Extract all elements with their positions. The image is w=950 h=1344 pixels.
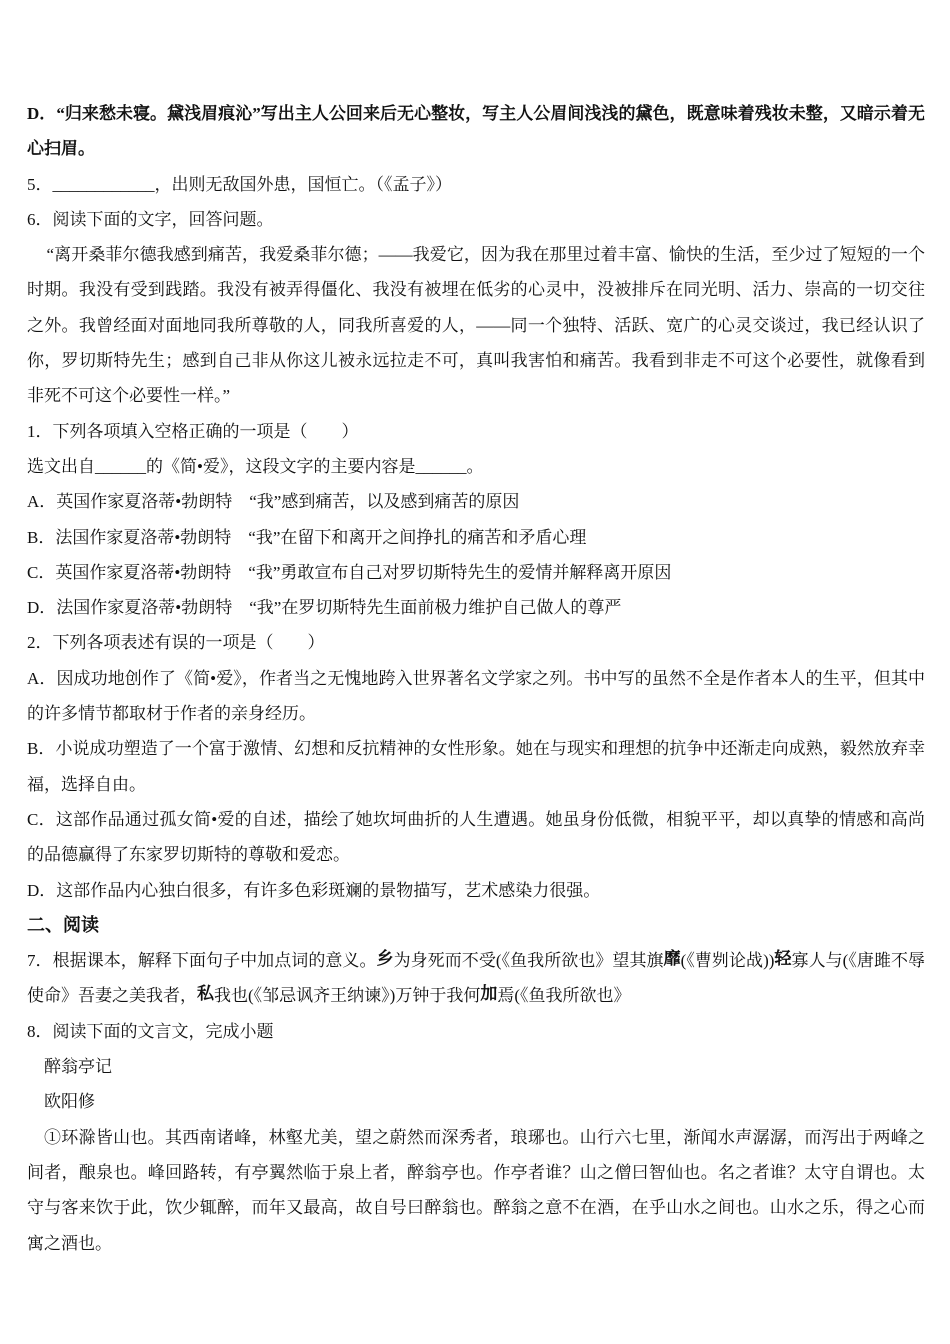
q7-text: 焉(《鱼我所欲也》 — [497, 986, 631, 1006]
stem-text: 下列各项填入空格正确的一项是（ ） — [52, 421, 359, 441]
prompt-text: 阅读下面的文言文，完成小题 — [52, 1021, 274, 1041]
option-text: 这部作品内心独白很多，有许多色彩斑斓的景物描写，艺术感染力很强。 — [56, 880, 601, 900]
question-6-prompt — [27, 202, 925, 237]
option-label: B． — [27, 739, 56, 759]
option-text: 英国作家夏洛蒂•勃朗特 “我”勇敢宣布自己对罗切斯特先生的爱情并解释离开原因 — [55, 562, 672, 582]
option-text: 因成功地创作了《简•爱》，作者当之无愧地跨入世界著名文学家之列。书中写的虽然不全是作者本人的生平，但其中的许多情节都取材于作者的亲身经历。 — [27, 668, 926, 724]
sub-question-1-fill-line: 选文出自______的《简•爱》，这段文字的主要内容是______。 — [27, 456, 484, 476]
blank-underline: ____________ — [52, 174, 155, 194]
option-label: D． — [27, 880, 57, 900]
option-label: D． — [27, 104, 57, 123]
option-c — [27, 555, 925, 590]
zuiwengtingji-paragraph-1: ①环滁皆山也。其西南诸峰，林壑尤美，望之蔚然而深秀者，琅琊也。山行六七里，渐闻水声潺潺，而泻出于两峰之间者，酿泉也。峰回路转，有亭翼然临于泉上者，醉翁亭也。作亭者谁？山之僧曰智仙也。名之者谁？太守自谓也。太守与客来饮于此，饮少辄醉，而年又最高，故自号曰醉翁也。醉翁之意不在酒，在乎山水之间也。山水之乐，得之心而寓之酒也。 — [27, 1127, 925, 1253]
q7-text: 寡人与(《唐雎不辱使命》吾妻之美我者， — [27, 951, 926, 1006]
option-label: C． — [27, 809, 56, 829]
stem-text: 下列各项表述有误的一项是（ ） — [52, 633, 325, 653]
option-text: 法国作家夏洛蒂•勃朗特 “我”在留下和离开之间挣扎的痛苦和矛盾心理 — [55, 527, 587, 547]
question-number: 2． — [27, 633, 53, 653]
option-label: C． — [27, 562, 56, 582]
question-5-fill-blank — [27, 167, 925, 202]
option-a — [27, 661, 925, 732]
question-7-annotated-words — [27, 943, 925, 1014]
option-d — [27, 873, 925, 908]
q7-text: (《曹刿论战)) — [680, 951, 775, 971]
option-label: B． — [27, 527, 56, 547]
option-label: D． — [27, 598, 57, 618]
passage-author: 欧阳修 — [44, 1092, 95, 1112]
question-text: ，出则无敌国外患，国恒亡。（《孟子》） — [154, 174, 452, 194]
question-number: 5． — [27, 174, 53, 194]
option-d-poem-analysis — [27, 96, 925, 167]
jane-eyre-passage: “离开桑菲尔德我感到痛苦，我爱桑菲尔德；——我爱它，因为我在那里过着丰富、愉快的生活，至少过了短短的一个时期。我没有受到践踏。我没有被弄得僵化、我没有被埋在低劣的心灵中，没被排斥在同光明、活力、崇高的一切交往之外。我曾经面对面地同我所尊敬的人，同我所喜爱的人，——同一个独特、活跃、宽广的心灵交谈过，我已经认识了你，罗切斯特先生；感到自己非从你这儿被永远拉走不可，真叫我害怕和痛苦。我看到非走不可这个必要性，就像看到非死不可这个必要性一样。” — [27, 245, 925, 406]
option-d — [27, 590, 925, 625]
option-label: A． — [27, 492, 57, 512]
option-b — [27, 520, 925, 555]
section-two-reading-heading: 二、阅读 — [27, 914, 99, 935]
annotated-word: 加 — [480, 984, 498, 1004]
question-number: 8． — [27, 1021, 53, 1041]
question-number: 6． — [27, 209, 53, 229]
q7-text: 根据课本，解释下面句子中加点词的意义。 — [52, 951, 377, 971]
option-a — [27, 484, 925, 519]
annotated-word: 轻 — [774, 949, 792, 969]
option-label: A． — [27, 668, 57, 688]
option-text: 这部作品通过孤女简•爱的自述，描绘了她坎坷曲折的人生遭遇。她虽身份低微，相貌平平，却以真挚的情感和高尚的品德赢得了东家罗切斯特的尊敬和爱恋。 — [27, 809, 926, 865]
option-text: 小说成功塑造了一个富于激情、幻想和反抗精神的女性形象。她在与现实和理想的抗争中还渐走向成熟，毅然放弃幸福，选择自由。 — [27, 739, 926, 794]
question-number: 7． — [27, 951, 53, 971]
q7-text: 为身死而不受(《鱼我所欲也》望其旗 — [393, 951, 664, 971]
question-number: 1． — [27, 421, 53, 441]
q7-text: 我也(《邹忌讽齐王纳谏》)万钟于我何 — [214, 986, 481, 1006]
annotated-word: 乡 — [376, 949, 394, 969]
option-b — [27, 731, 925, 802]
passage-title: 醉翁亭记 — [44, 1057, 112, 1077]
sub-question-2-stem — [27, 625, 925, 660]
question-8-prompt — [27, 1014, 925, 1049]
prompt-text: 阅读下面的文字，回答问题。 — [52, 209, 274, 229]
option-c — [27, 802, 925, 873]
option-text: 英国作家夏洛蒂•勃朗特 “我”感到痛苦，以及感到痛苦的原因 — [56, 492, 520, 512]
sub-question-1-stem — [27, 414, 925, 449]
option-text: “归来愁未寝。黛浅眉痕沁”写出主人公回来后无心整妆，写主人公眉间浅浅的黛色，既意味着残妆未整，又暗示着无心扫眉。 — [27, 104, 925, 159]
option-text: 法国作家夏洛蒂•勃朗特 “我”在罗切斯特先生面前极力维护自己做人的尊严 — [56, 598, 622, 618]
annotated-word: 靡 — [663, 949, 681, 969]
annotated-word: 私 — [197, 984, 214, 1004]
